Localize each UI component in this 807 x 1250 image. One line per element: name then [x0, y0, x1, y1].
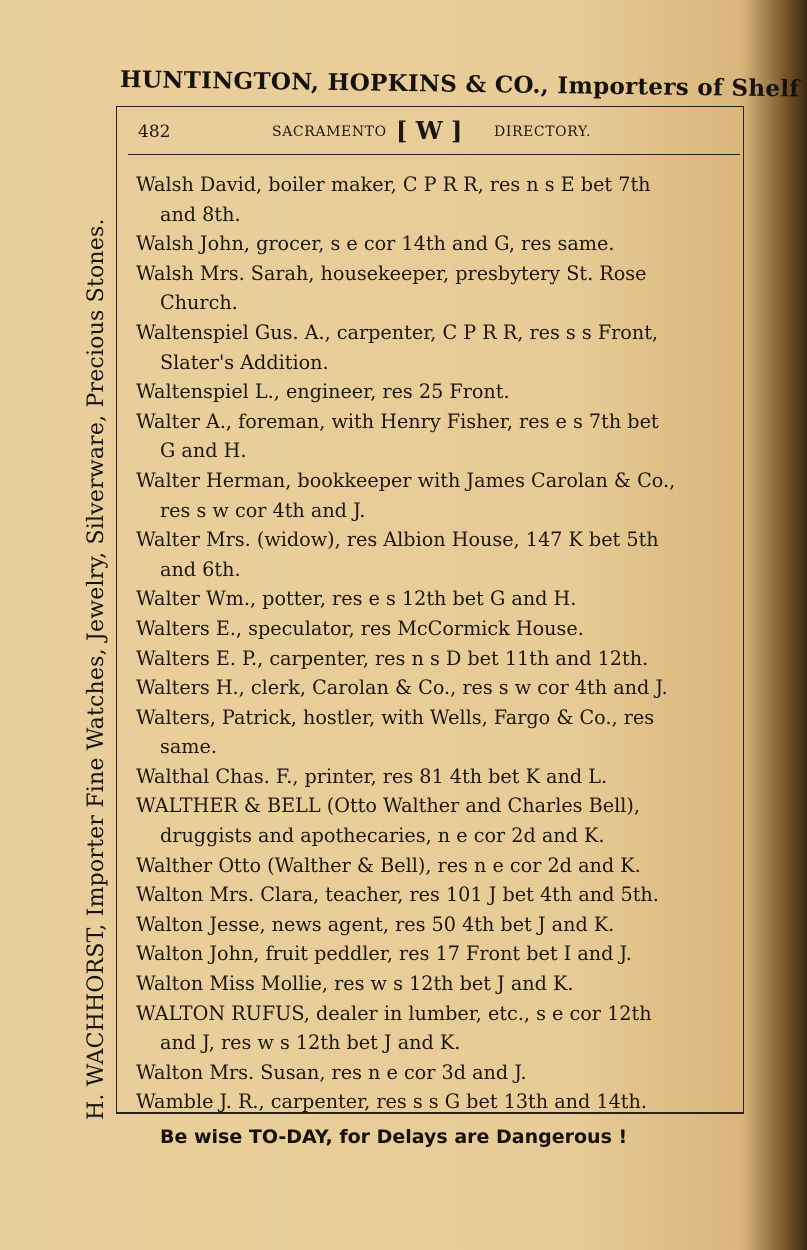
- directory-entry: [136, 407, 732, 466]
- directory-entries: [136, 170, 732, 1117]
- entry-continuation: druggists and apothecaries, n e cor 2d and K.: [160, 824, 605, 848]
- directory-entry: [136, 999, 732, 1058]
- directory-entry: [136, 644, 732, 674]
- header-letter: [ W ]: [396, 116, 463, 145]
- entry-line: Walther Otto (Walther & Bell), res n e cor 2d and K.: [136, 853, 641, 877]
- entry-continuation: Church.: [160, 291, 238, 315]
- header-city: SACRAMENTO: [272, 124, 387, 140]
- entry-line: Walsh David, boiler maker, C P R R, res n s E bet 7th: [136, 173, 651, 196]
- entry-line: Walsh Mrs. Sarah, housekeeper, presbytery St. Rose: [136, 261, 647, 285]
- directory-entry: [136, 1087, 732, 1117]
- entry-continuation: same.: [160, 735, 217, 759]
- directory-entry: [136, 791, 732, 850]
- entry-line: Walters E., speculator, res McCormick House.: [136, 616, 584, 640]
- directory-entry: [136, 229, 732, 259]
- entry-line: Waltenspiel Gus. A., carpenter, C P R R, res s s Front,: [136, 320, 659, 344]
- entry-line: Walters E. P., carpenter, res n s D bet 11th and 12th.: [136, 646, 649, 670]
- directory-entry: [136, 939, 732, 969]
- directory-entry: [136, 466, 732, 525]
- entry-continuation: and J, res w s 12th bet J and K.: [160, 1031, 461, 1055]
- entry-line: Walter Wm., potter, res e s 12th bet G and H.: [136, 587, 577, 611]
- top-advertisement: HUNTINGTON, HOPKINS & CO., Importers of Shelf: [119, 66, 800, 103]
- entry-continuation: and 8th.: [160, 202, 241, 226]
- entry-line: Wamble J. R., carpenter, res s s G bet 13th and 14th.: [136, 1090, 647, 1114]
- directory-entry: [136, 910, 732, 940]
- directory-entry: [136, 318, 732, 377]
- entry-line: WALTHER & BELL (Otto Walther and Charles Bell),: [136, 794, 640, 818]
- directory-entry: [136, 259, 732, 318]
- entry-continuation: res s w cor 4th and J.: [160, 498, 366, 522]
- bottom-advertisement: Be wise TO-DAY, for Delays are Dangerous !: [160, 1126, 628, 1148]
- header-rule: [128, 154, 740, 155]
- directory-entry: [136, 584, 732, 614]
- directory-entry: [136, 525, 732, 584]
- directory-entry: [136, 762, 732, 792]
- entry-line: Walton John, fruit peddler, res 17 Front bet I and J.: [136, 942, 632, 966]
- entry-line: Walter A., foreman, with Henry Fisher, res e s 7th bet: [136, 409, 659, 433]
- entry-line: Waltenspiel L., engineer, res 25 Front.: [136, 380, 510, 404]
- entry-line: Walthal Chas. F., printer, res 81 4th bet K and L.: [136, 764, 608, 788]
- entry-continuation: G and H.: [160, 439, 247, 463]
- directory-entry: [136, 880, 732, 910]
- entry-line: Walton Mrs. Clara, teacher, res 101 J bet 4th and 5th.: [136, 883, 659, 907]
- entry-line: Walter Mrs. (widow), res Albion House, 147 K bet 5th: [136, 528, 659, 552]
- entry-line: WALTON RUFUS, dealer in lumber, etc., s e cor 12th: [136, 1001, 652, 1025]
- directory-entry: [136, 614, 732, 644]
- directory-entry: [136, 1058, 732, 1088]
- entry-line: Walton Miss Mollie, res w s 12th bet J and K.: [136, 972, 574, 996]
- entry-continuation: and 6th.: [160, 557, 241, 581]
- directory-entry: [136, 851, 732, 881]
- header-section: DIRECTORY.: [494, 124, 592, 140]
- entry-line: Walton Mrs. Susan, res n e cor 3d and J.: [136, 1060, 527, 1084]
- directory-entry: [136, 673, 732, 703]
- entry-line: Walters, Patrick, hostler, with Wells, Fargo & Co., res: [136, 705, 655, 729]
- entry-line: Walters H., clerk, Carolan & Co., res s w cor 4th and J.: [136, 676, 668, 700]
- entry-line: Walsh John, grocer, s e cor 14th and G, res same.: [136, 232, 615, 256]
- page-number: 482: [138, 122, 171, 142]
- directory-entry: [136, 170, 732, 229]
- running-header: [138, 116, 738, 146]
- directory-entry: [136, 703, 732, 762]
- entry-continuation: Slater's Addition.: [160, 350, 329, 374]
- directory-entry: [136, 377, 732, 407]
- entry-line: Walton Jesse, news agent, res 50 4th bet J and K.: [136, 912, 615, 936]
- entry-line: Walter Herman, bookkeeper with James Carolan & Co.,: [136, 468, 676, 492]
- directory-entry: [136, 969, 732, 999]
- side-advertisement: H. WACHHORST, Importer Fine Watches, Jewelry, Silverware, Precious Stones.: [84, 218, 109, 1120]
